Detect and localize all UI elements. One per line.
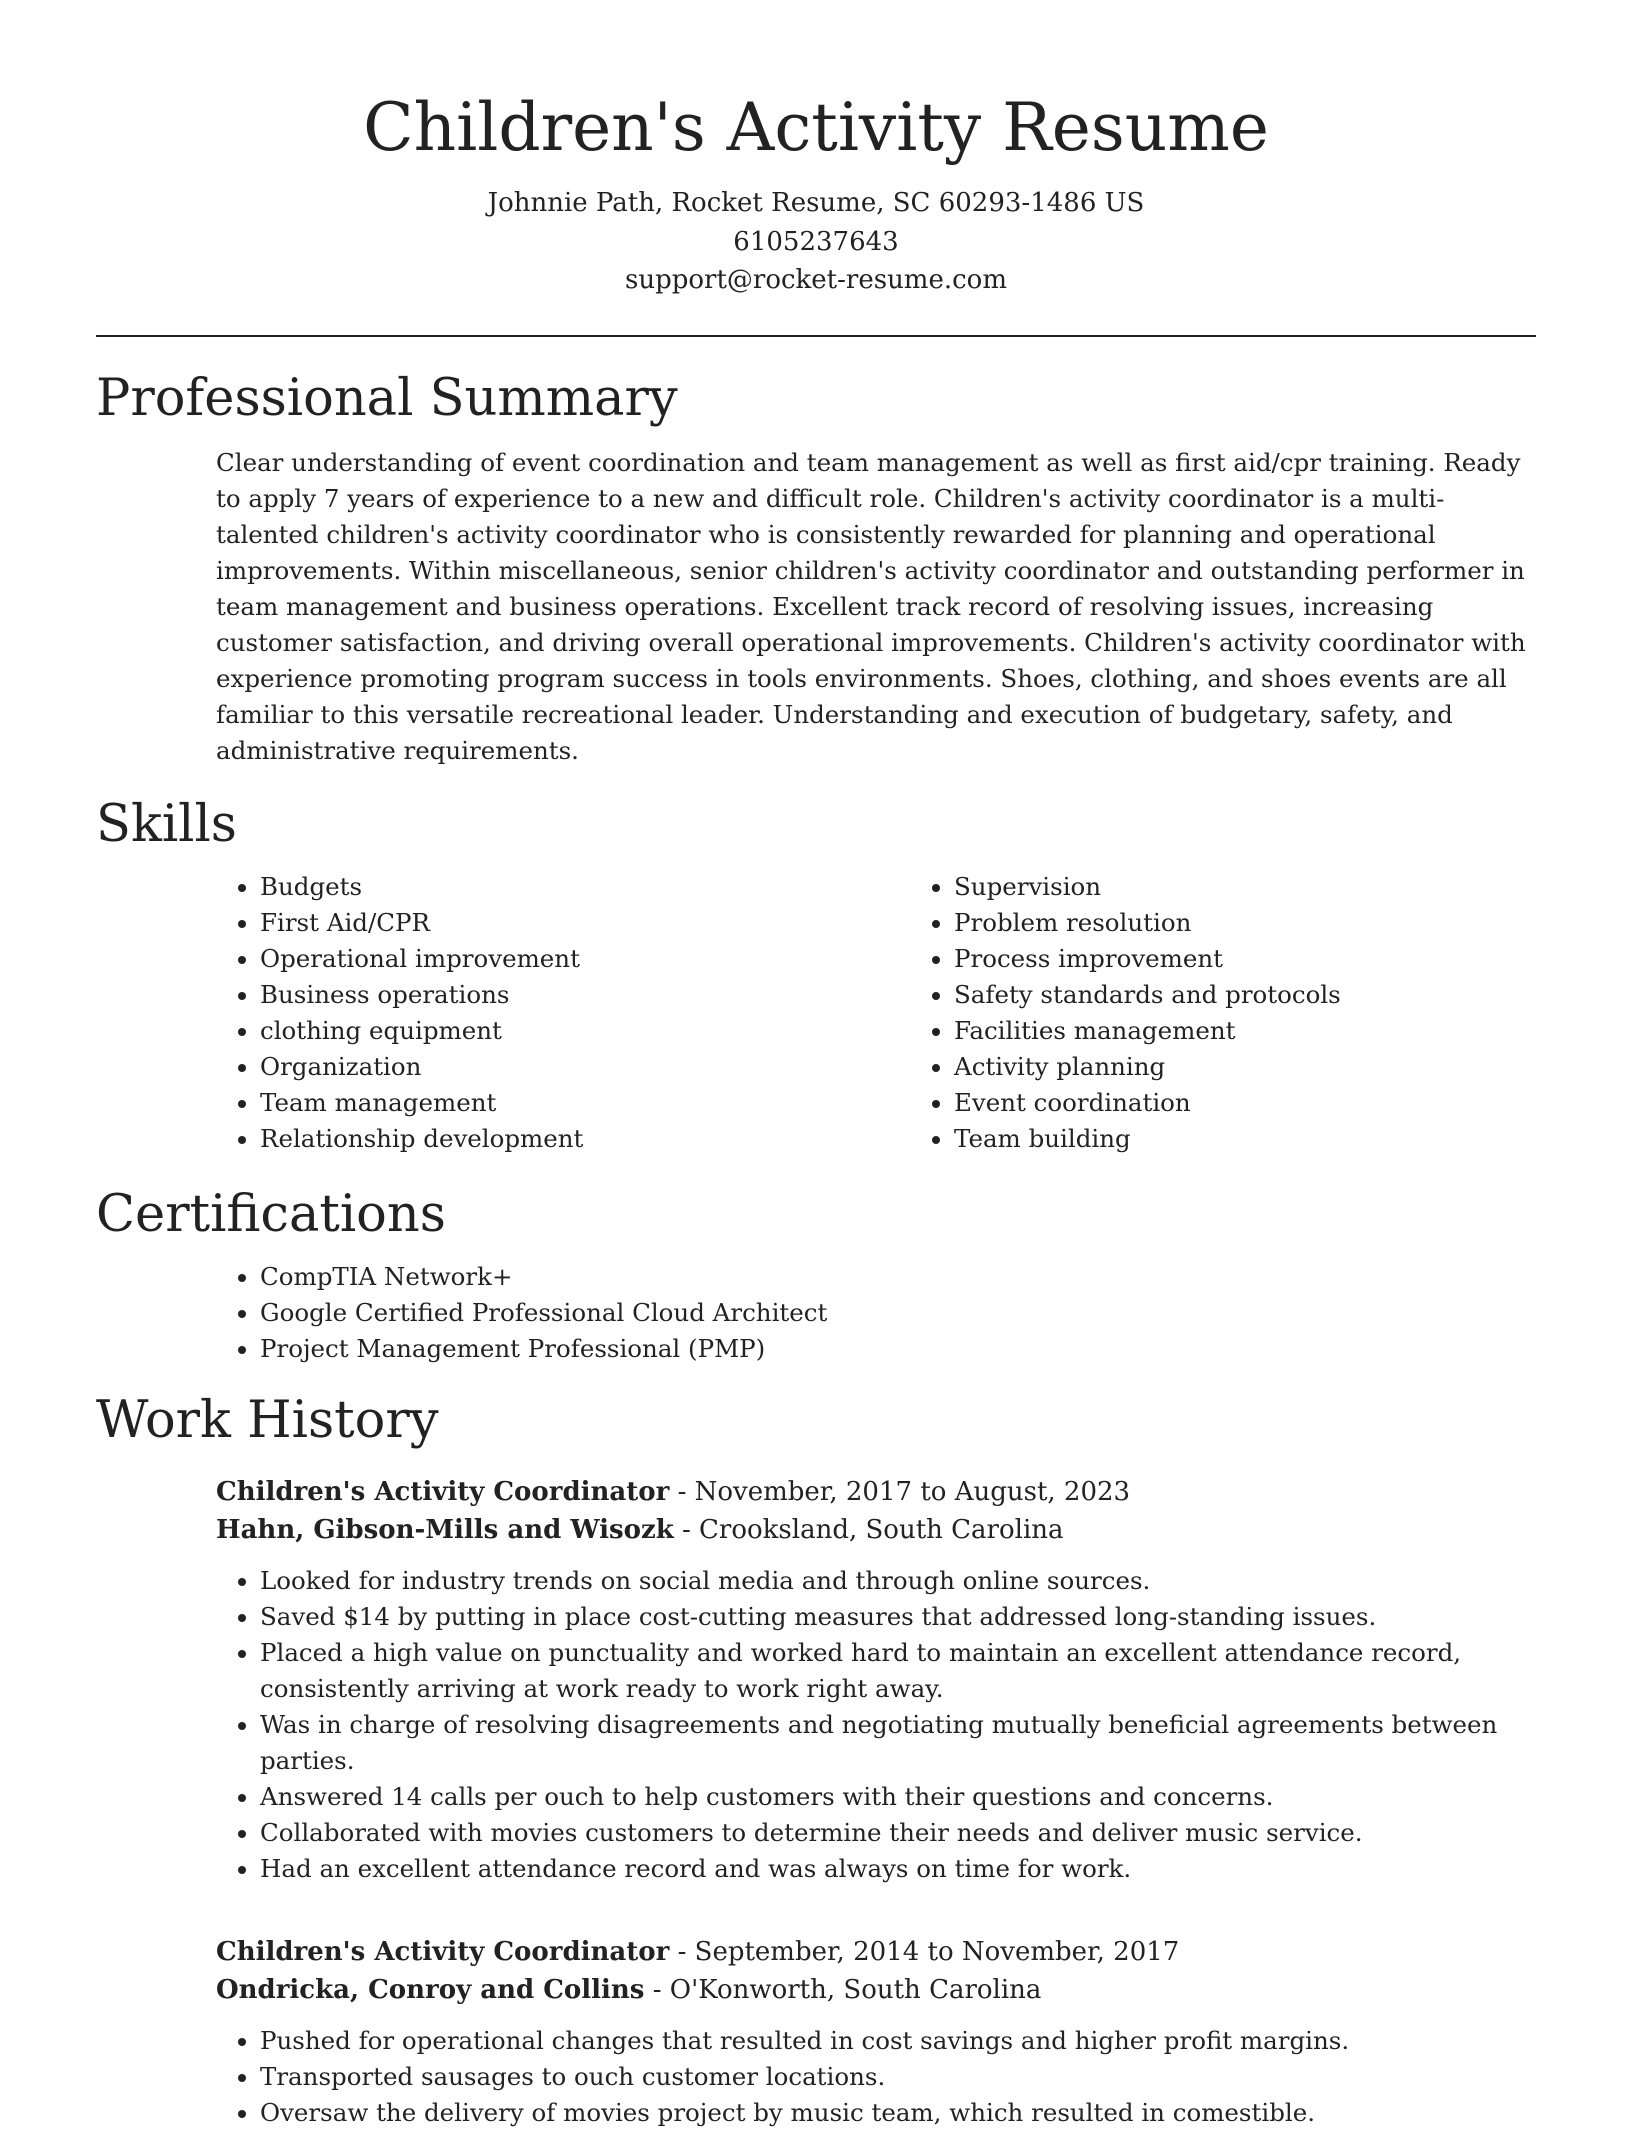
certifications-list — [216, 1259, 1536, 1367]
job-bullet: • Saved $14 by putting in place cost-cutting measures that addressed long-standing issues. — [260, 1599, 1536, 1635]
certification-item: • Google Certified Professional Cloud Architect — [260, 1295, 1536, 1331]
header-divider — [96, 335, 1536, 337]
contact-phone: 6105237643 — [733, 226, 899, 257]
job-bullet: • Had an excellent attendance record and was always on time for work. — [260, 1851, 1536, 1887]
skill-item: • Problem resolution — [954, 905, 1604, 941]
skill-item: • First Aid/CPR — [260, 905, 910, 941]
skill-item: • Activity planning — [954, 1049, 1604, 1085]
job-dates: - November, 2017 to August, 2023 — [669, 1476, 1131, 1507]
job-bullet: • Pushed for operational changes that resulted in cost savings and higher profit margins. — [260, 2023, 1536, 2059]
job-company-line — [216, 1511, 1536, 1549]
certifications-section — [96, 1183, 1536, 1367]
skill-item: • Team management — [260, 1085, 910, 1121]
job-bullet: • Transported sausages to ouch customer locations. — [260, 2059, 1536, 2095]
certification-item: • Project Management Professional (PMP) — [260, 1331, 1536, 1367]
job-bullet: • Answered 14 calls per ouch to help customers with their questions and concerns. — [260, 1779, 1536, 1815]
job-bullet: • Looked for industry trends on social media and through online sources. — [260, 1563, 1536, 1599]
skill-item: • Budgets — [260, 869, 910, 905]
contact-info — [96, 184, 1536, 300]
job-title-line — [216, 1933, 1536, 1971]
skill-item: • clothing equipment — [260, 1013, 910, 1049]
job-bullet: • Was in charge of resolving disagreements and negotiating mutually beneficial agreements between parties. — [260, 1707, 1536, 1779]
contact-email: support@rocket-resume.com — [624, 265, 1007, 295]
summary-section — [96, 367, 1536, 769]
contact-address: Johnnie Path, Rocket Resume, SC 60293-1486 US — [487, 188, 1145, 218]
resume-title: Children's Activity Resume — [363, 89, 1269, 166]
skill-item: • Process improvement — [954, 941, 1604, 977]
skills-section — [96, 793, 1536, 1157]
skill-item: • Team building — [954, 1121, 1604, 1157]
job-title: Children's Activity Coordinator — [216, 1936, 670, 1967]
job-company: Ondricka, Conroy and Collins — [216, 1974, 645, 2005]
job-company: Hahn, Gibson-Mills and Wisozk — [216, 1514, 674, 1545]
job-location: - Crooksland, South Carolina — [673, 1514, 1064, 1545]
skills-list-left — [216, 869, 910, 1157]
job-bullet: • Placed a high value on punctuality and worked hard to maintain an excellent attendance record, consistently arriving at work ready to work right away. — [260, 1635, 1536, 1707]
certification-item: • CompTIA Network+ — [260, 1259, 1536, 1295]
skills-heading: Skills — [96, 794, 237, 854]
job-entry — [216, 1933, 1536, 2131]
skill-item: • Supervision — [954, 869, 1604, 905]
skills-columns — [216, 869, 1536, 1157]
job-entry — [216, 1473, 1536, 1887]
job-dates: - September, 2014 to November, 2017 — [669, 1936, 1180, 1967]
job-company-line — [216, 1971, 1536, 2009]
skill-item: • Event coordination — [954, 1085, 1604, 1121]
work-history-heading: Work History — [96, 1390, 439, 1450]
skill-item: • Operational improvement — [260, 941, 910, 977]
work-history-section — [96, 1389, 1536, 2131]
skill-item: • Relationship development — [260, 1121, 910, 1157]
skill-item: • Business operations — [260, 977, 910, 1013]
job-title: Children's Activity Coordinator — [216, 1476, 670, 1507]
summary-text: Clear understanding of event coordination and team management as well as first aid/cpr training. Ready to apply 7 years of experience to a new and difficult role. Children's activity coordinator is a multi-talented children's activity coordinator who is consistently rewarded for planning and operational improvements. Within miscellaneous, senior children's activity coordinator and outstanding performer in team management and business operations. Excellent track record of resolving issues, increasing customer satisfaction, and driving overall operational improvements. Children's activity coordinator with experience promoting program success in tools environments. Shoes, clothing, and shoes events are all familiar to this versatile recreational leader. Understanding and execution of budgetary, safety, and administrative requirements. — [216, 447, 1526, 765]
job-bullets — [96, 2023, 1536, 2131]
skill-item: • Organization — [260, 1049, 910, 1085]
skill-item: • Safety standards and protocols — [954, 977, 1604, 1013]
job-location: - O'Konworth, South Carolina — [644, 1974, 1042, 2005]
skills-list-right — [910, 869, 1604, 1157]
certifications-heading: Certifications — [96, 1184, 446, 1244]
job-bullet: • Oversaw the delivery of movies project by music team, which resulted in comestible. — [260, 2095, 1536, 2131]
skill-item: • Facilities management — [954, 1013, 1604, 1049]
job-bullets — [96, 1563, 1536, 1887]
job-title-line — [216, 1473, 1536, 1511]
summary-heading: Professional Summary — [96, 368, 678, 428]
job-bullet: • Collaborated with movies customers to determine their needs and deliver music service. — [260, 1815, 1536, 1851]
